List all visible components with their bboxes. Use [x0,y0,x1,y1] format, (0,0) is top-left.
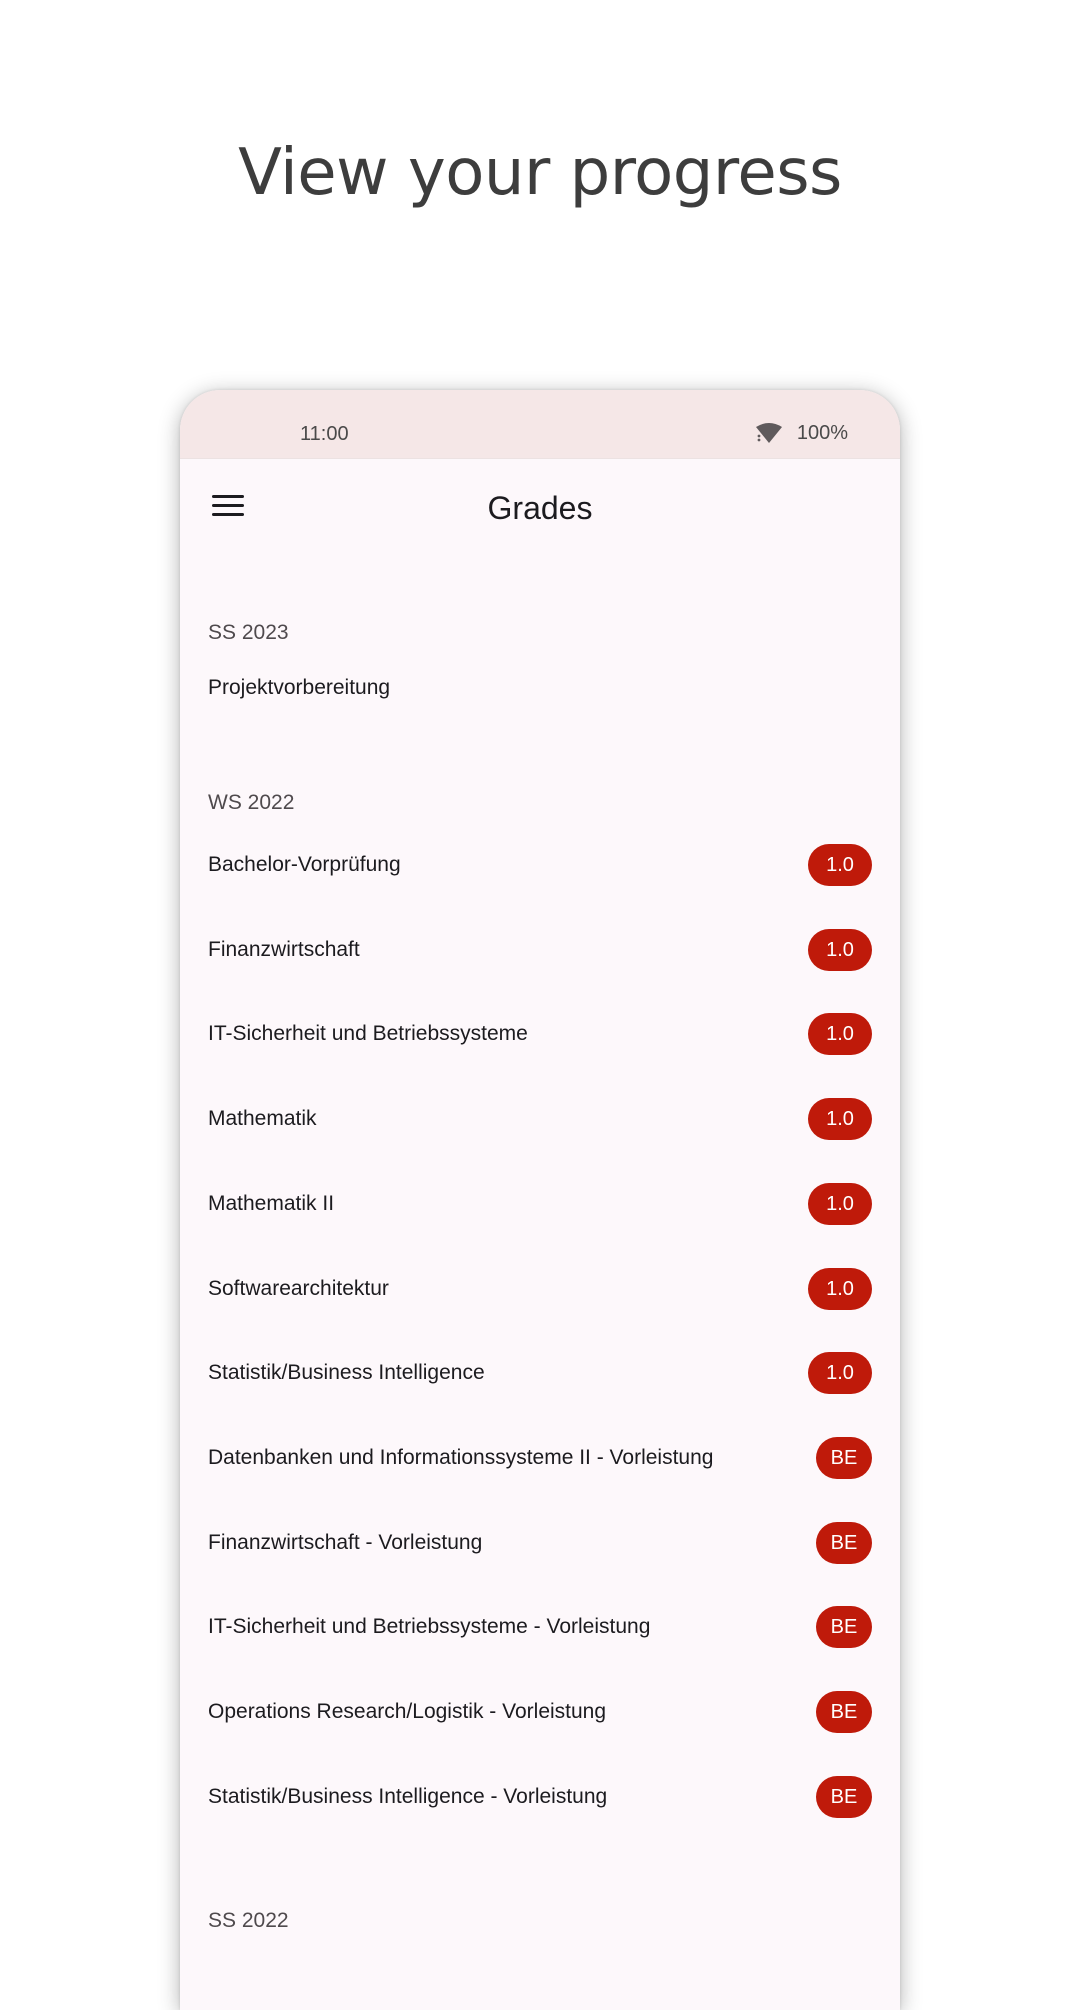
grade-list-item[interactable] [180,1331,900,1415]
course-name: Statistik/Business Intelligence - Vorleistung [208,1784,608,1808]
screen-title: Grades [487,490,593,526]
grade-badge: 1.0 [808,1268,872,1310]
course-name: Projektvorbereitung [208,676,391,699]
course-name: IT-Sicherheit und Betriebssysteme - Vorleistung [208,1615,651,1639]
status-bar [180,390,900,459]
grade-list-item[interactable] [180,908,900,992]
wifi-icon [755,422,783,444]
top-app-bar [180,459,900,574]
grade-badge: 1.0 [808,1098,872,1140]
grade-list-item[interactable] [180,1755,900,1839]
grade-badge: 1.0 [808,1013,872,1055]
status-time: 11:00 [300,423,349,445]
course-name: Mathematik [208,1107,317,1131]
course-name: Finanzwirtschaft [208,937,360,961]
section-header: SS 2023 [208,621,289,644]
grade-list-item[interactable] [180,1077,900,1161]
section-header: WS 2022 [208,791,295,814]
grade-list-item[interactable] [180,1670,900,1754]
course-name: IT-Sicherheit und Betriebssysteme [208,1022,528,1046]
course-name: Datenbanken und Informationssysteme II - Vorleistung [208,1445,714,1469]
grade-badge: 1.0 [808,929,872,971]
promo-headline: View your progress [238,136,842,210]
grade-badge: BE [816,1606,872,1648]
grade-badge: 1.0 [808,1183,872,1225]
section-header: SS 2022 [208,1909,289,1932]
grade-list-item[interactable] [180,646,900,730]
grade-list-item[interactable] [180,1247,900,1331]
grade-badge: 1.0 [808,844,872,886]
grade-badge: BE [816,1776,872,1818]
grade-list-item[interactable] [180,1501,900,1585]
course-name: Bachelor-Vorprüfung [208,853,401,876]
course-name: Statistik/Business Intelligence [208,1361,485,1385]
battery-level: 100% [796,422,848,444]
grade-badge: BE [816,1522,872,1564]
course-name: Softwarearchitektur [208,1276,389,1300]
grade-list-item[interactable] [180,823,900,907]
course-name: Mathematik II [208,1191,335,1215]
grade-badge: BE [816,1691,872,1733]
course-name: Operations Research/Logistik - Vorleistung [208,1700,607,1723]
grade-list-item[interactable] [180,1585,900,1669]
grade-list-item[interactable] [180,1162,900,1246]
grade-badge: BE [816,1437,872,1479]
grade-list-item[interactable] [180,1416,900,1500]
course-name: Finanzwirtschaft - Vorleistung [208,1530,483,1554]
phone-screen [180,390,900,2010]
grade-list-item[interactable] [180,992,900,1076]
status-indicators [755,421,848,445]
grade-badge: 1.0 [808,1352,872,1394]
